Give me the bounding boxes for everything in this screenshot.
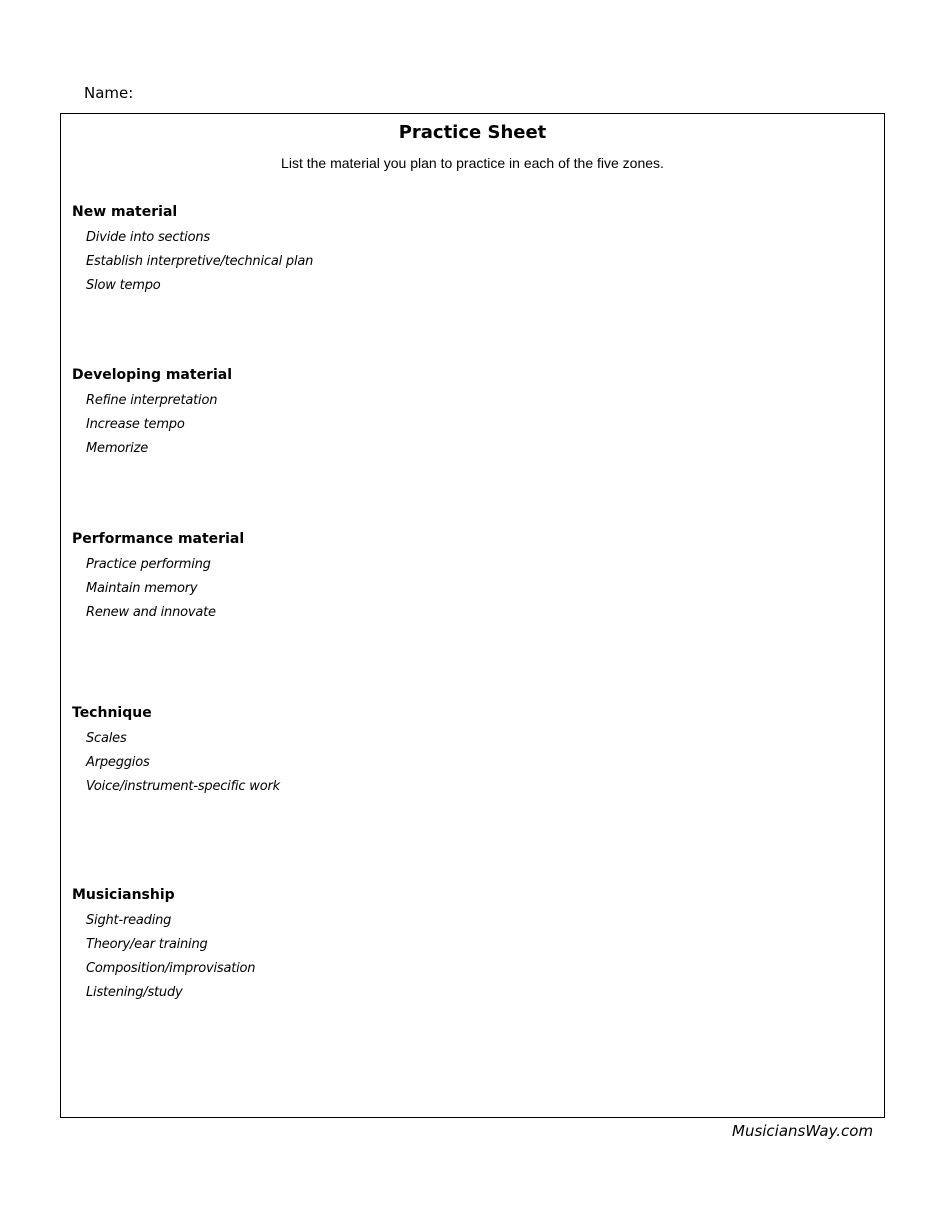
zone-item: Slow tempo [86, 278, 161, 293]
zone-title: Musicianship [72, 887, 175, 903]
zone-title: Performance material [72, 531, 245, 547]
zone-item: Listening/study [86, 985, 183, 1000]
zone-item: Maintain memory [86, 581, 198, 596]
zone-item: Memorize [86, 441, 149, 456]
zone-item: Practice performing [86, 557, 211, 572]
zone-item: Establish interpretive/technical plan [86, 254, 314, 269]
name-label: Name: [84, 84, 134, 102]
zone-item: Divide into sections [86, 230, 210, 245]
footer-site-credit: MusiciansWay.com [732, 1122, 874, 1140]
zone-item: Composition/improvisation [86, 961, 256, 976]
page-title: Practice Sheet [398, 122, 547, 143]
zone-title: Technique [72, 705, 152, 721]
zone-item: Arpeggios [86, 755, 150, 770]
zone-developing-material [72, 365, 232, 461]
practice-sheet-box [60, 113, 885, 1118]
zone-item: Voice/instrument-specific work [86, 779, 280, 794]
zone-item: Scales [86, 731, 127, 746]
zone-new-material [72, 202, 313, 298]
zone-item: Renew and innovate [86, 605, 216, 620]
zone-performance-material [72, 529, 244, 625]
zone-item: Refine interpretation [86, 393, 218, 408]
zone-title: New material [72, 204, 178, 220]
zone-item: Theory/ear training [86, 937, 208, 952]
zone-item: Sight-reading [86, 913, 172, 928]
zone-technique [72, 703, 280, 799]
zone-musicianship [72, 885, 255, 1005]
zone-title: Developing material [72, 367, 233, 383]
zone-item: Increase tempo [86, 417, 185, 432]
instructions-text: List the material you plan to practice in each of the five zones. [281, 155, 664, 171]
